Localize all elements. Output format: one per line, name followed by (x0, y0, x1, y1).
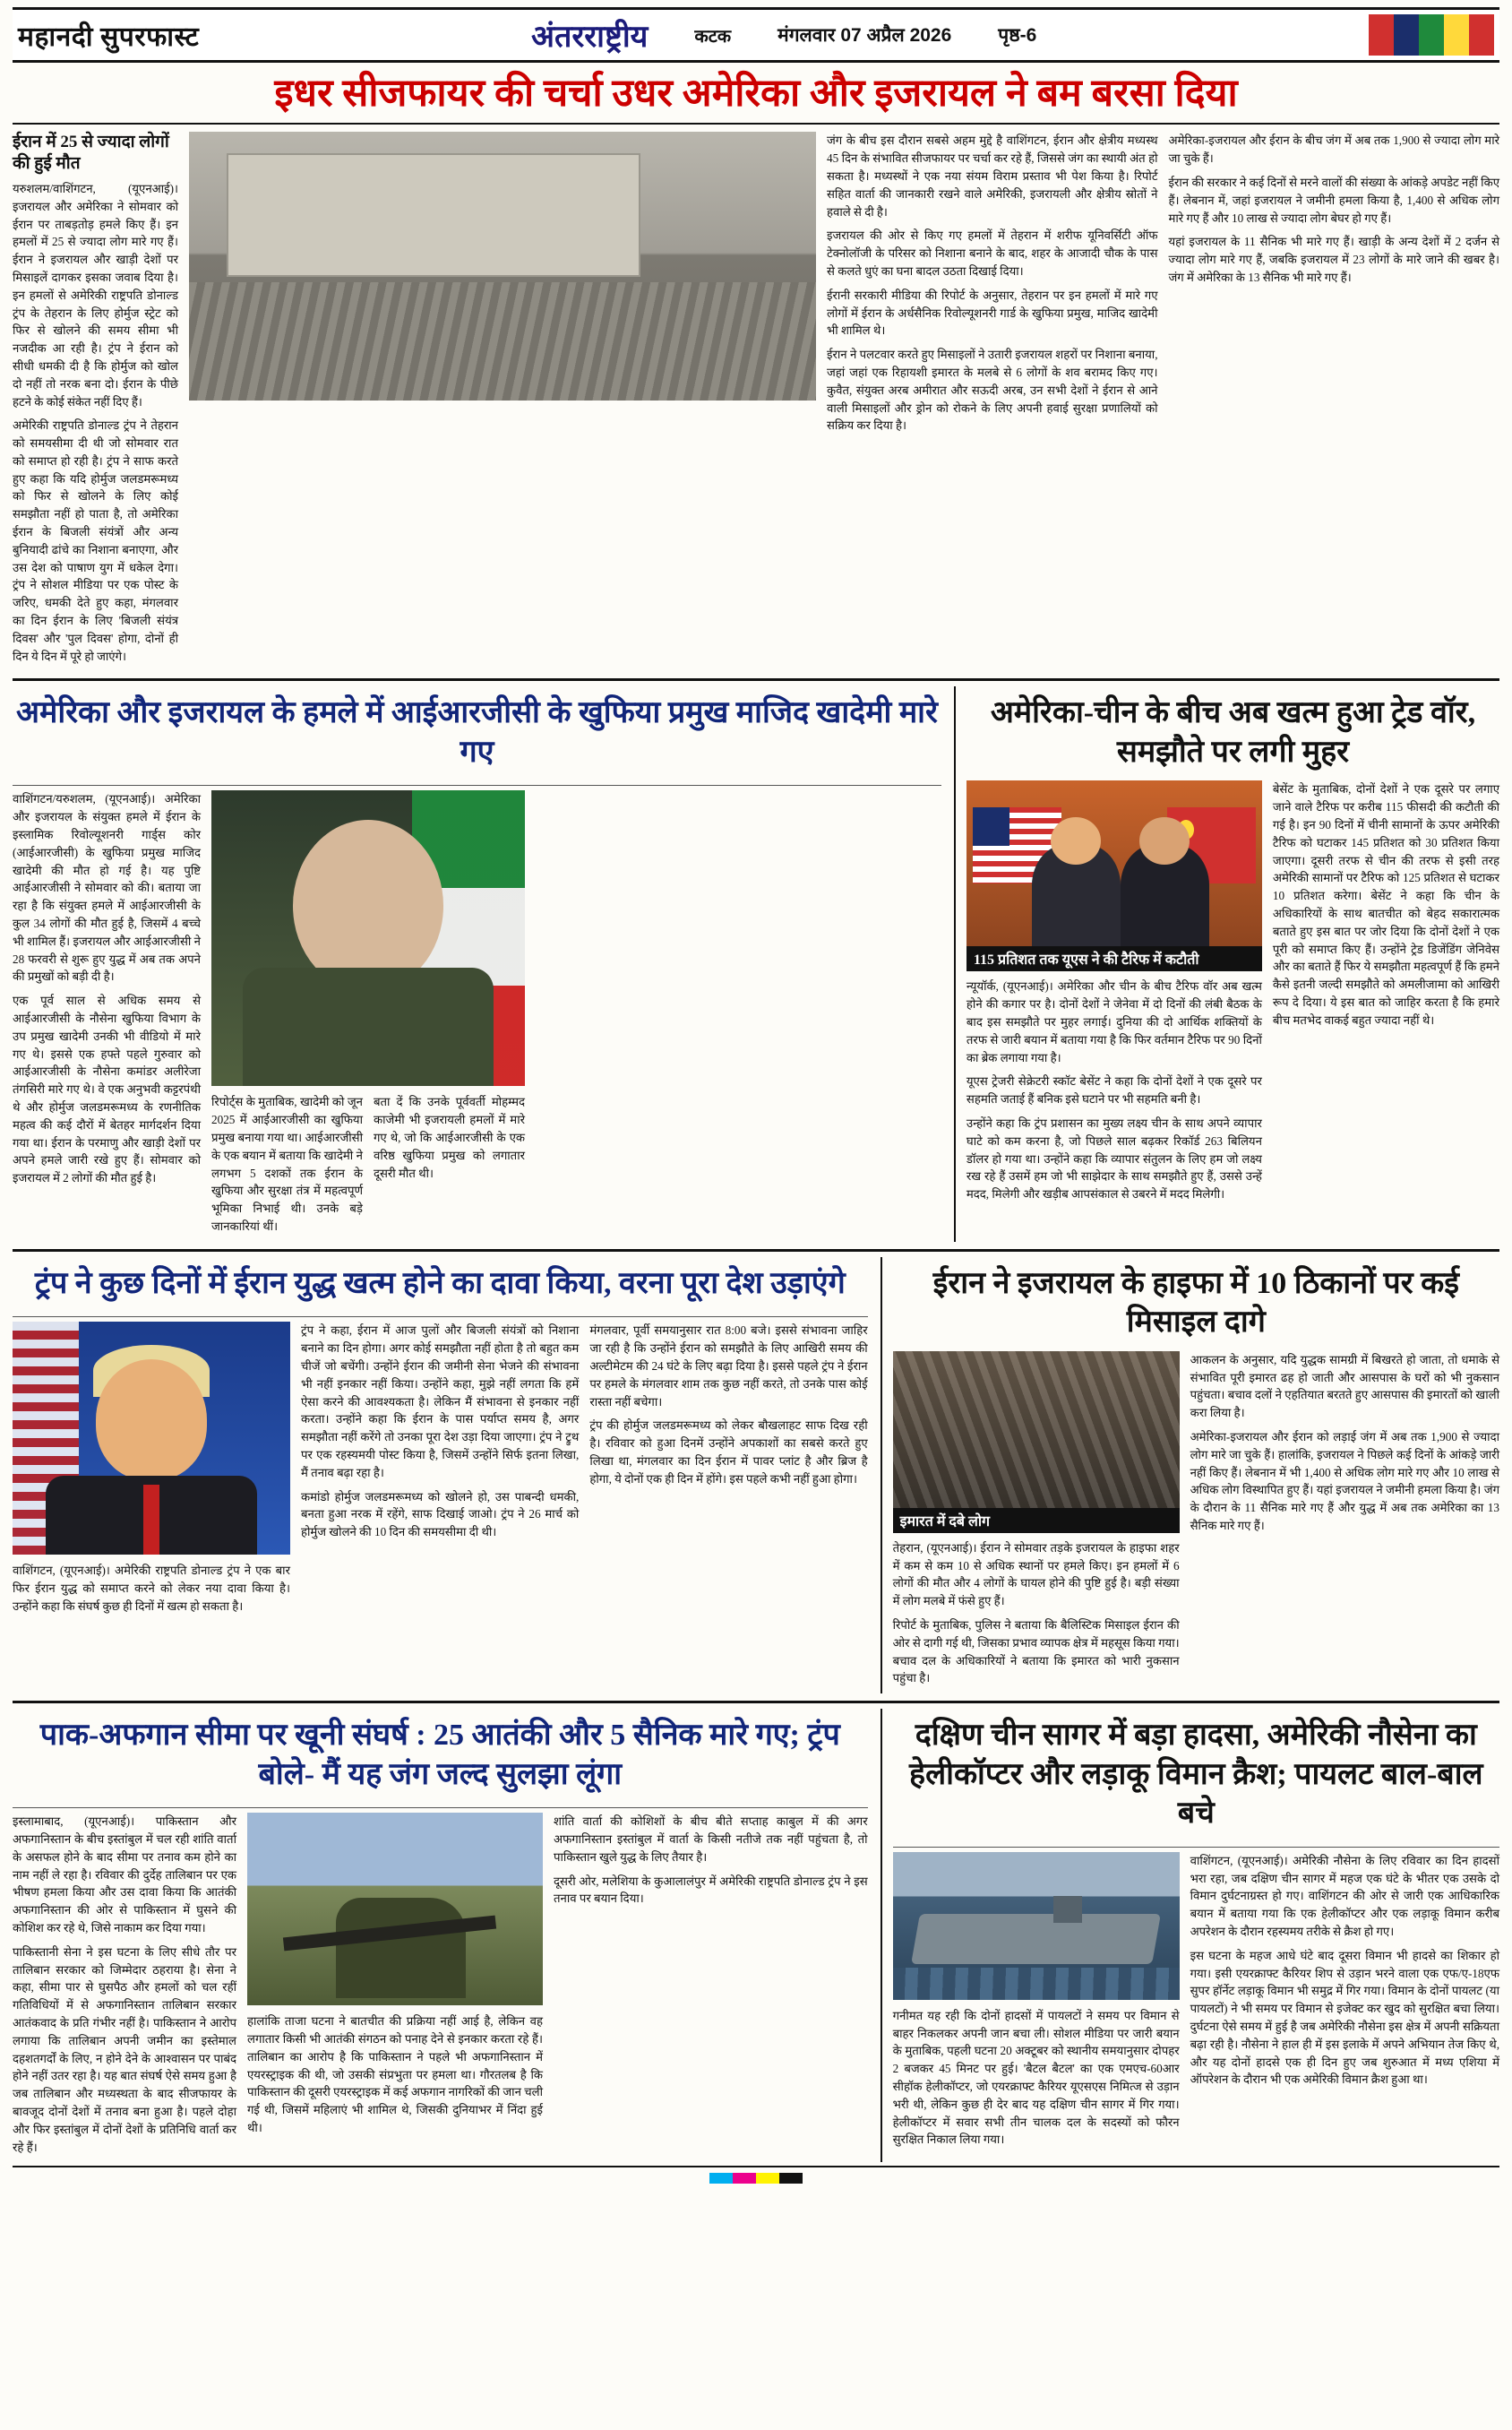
trump-p3: मंगलवार, पूर्वी समयानुसार रात 8:00 बजे। इससे संभावना जाहिर जा रही है कि उन्होंने ईरान को समझौते के लिए आखिरी समय की अल्टीमेटम की 24 घंटे के लिए बढ़ा दिया है। इससे पहले ट्रंप ने ईरान पर हमले के मंगलवार शाम तक कुछ नहीं करते, तो उनके पास कोई रास्ता नहीं बचेगा। (589, 1323, 868, 1409)
lead-story (13, 132, 1499, 671)
trump-headline: ट्रंप ने कुछ दिनों में ईरान युद्ध खत्म होने का दावा किया, वरना पूरा देश उड़ाएंगे (34, 1266, 846, 1300)
lead-col1-p1: यरुशलम/वाशिंगटन, (यूएनआई)। इजरायल और अमेरिका ने सोमवार को ईरान पर ताबड़तोड़ हमले किए हैं। इन हमलों में 25 से ज्यादा लोग मारे गए हैं। ईरान ने इजरायल और खाड़ी देशों पर मिसाइलें दागकर इसका जवाब दिया है। इन हमलों से अमेरिकी राष्ट्रपति डोनाल्ड ट्रंप के तेहरान के लिए होर्मुज स्ट्रेट को फिर से खोलने की समय सीमा भी नजदीक आ रही है। ट्रंप ने ईरान को सीधी धमकी दी है कि होर्मुज को खोल दो नहीं तो नरक बना दो। ईरान के पीछे हटने के कोई संकेत नहीं दिए हैं। (13, 181, 178, 409)
pak-p5: दूसरी ओर, मलेशिया के कुआलालंपुर में अमेरिकी राष्ट्रपति डोनाल्ड ट्रंप ने इस तनाव पर बयान दिया। (554, 1874, 868, 1906)
pak-p4: हालांकि ताजा घटना ने बातचीत की प्रक्रिया नहीं आई है, लेकिन वह लगातार किसी भी आतंकी संगठन को पनाह देने से इनकार करता रहे हैं। तालिबान का आरोप है कि पाकिस्तान ने पहले भी अफगानिस्तान में एयरस्ट्राइक की थी, जो उसकी संप्रभुता पर हमला था। गौरतलब है कि पाकिस्तान की दूसरी एयरस्ट्राइक में कई अफगान नागरिकों की जान चली गई थी, जिसमें महिलाएं भी शामिल थे, जिसकी दुनियाभर में निंदा हुई थी। (247, 2014, 543, 2135)
masthead-page-number: पृष्ठ-6 (998, 25, 1037, 46)
haifa-p1: आकलन के अनुसार, यदि युद्धक सामग्री में बिखरते हो जाता, तो धमाके से संभावित पूरी इमारत ढह हो जाती और आसपास के घरों को भी नुकसान पहुंचता। बचाव दलों ने एहतियात बरतते हुए आसपास की इमारतों को खाली करा लिया है। (1190, 1352, 1499, 1420)
row-four (13, 1709, 1499, 2162)
irgc-p1: वाशिंगटन/यरुशलम, (यूएनआई)। अमेरिका और इजरायल के संयुक्त हमले में ईरान के इस्लामिक रिवोल्यूशनरी गार्ड्स कोर (आईआरजीसी) के खुफिया प्रमुख माजिद खादेमी की मौत हो गई है। यह पुष्टि आईआरजीसी ने सोमवार को की। बताया जा रहा है कि संयुक्त हमले में आईआरजीसी के कुल 34 लोगों की मौत हुई है, जिसमें 4 बच्चे भी शामिल हैं। इजरायल और आईआरजीसी ने 28 फरवरी से शुरू हुए युद्ध में अब तक अपने की प्रमुखों को बड़ी दी है। (13, 792, 201, 984)
lead-photo-column (189, 132, 816, 671)
haifa-headline: ईरान ने इजरायल के हाइफा में 10 ठिकानों पर कई मिसाइल दागे (932, 1266, 1459, 1340)
trade-headline: अमेरिका-चीन के बीच अब खत्म हुआ ट्रेड वॉर, समझौते पर लगी मुहर (990, 696, 1476, 769)
trade-p3: बेसेंट के मुताबिक, दोनों देशों ने एक दूसरे पर लगाए जाने वाले टैरिफ पर करीब 115 फीसदी की कटौती की गई है। इन 90 दिनों में चीनी सामानों के ऊपर अमेरिकी टैरिफ को घटाकर 145 प्रतिशत को 30 प्रतिशत किया जाएगा। दूसरी तरफ से चीन की तरफ से इसी तरह अमेरिकी सामानों पर टैरिफ को 125 प्रतिशत से घटाकर 10 प्रतिशत करेगा। बेसेंट ने कहा कि चीन के अधिकारियों के साथ बातचीत को बेहद सकारात्मक बताते हुए इस बात पर जोर दिया कि दोनों देशों ने एक पूरी को समाप्त किए हैं। उन्होंने ट्रेड डिजेंडिंग जेनिवेस और का बताते हैं फिर ये समझौता महत्वपूर्ण हैं कि हमने कैसे इतनी जल्दी समझौते को अमलीजामा को आखिरी रूप दे दिया। ये इस बात को जाहिर करता है कि हमारे बीच मतभेद वाकई बहुत ज्यादा नहीं थे। (1272, 782, 1499, 1027)
trump-p1: वाशिंगटन, (यूएनआई)। अमेरिकी राष्ट्रपति डोनाल्ड ट्रंप ने एक बार फिर ईरान युद्ध को समाप्त करने को लेकर नया दावा किया है। उन्होंने कहा कि संघर्ष कुछ ही दिनों में खत्म हो सकता है। (13, 1564, 290, 1613)
row-two (13, 686, 1499, 1241)
lead-col2-p3: ईरानी सरकारी मीडिया की रिपोर्ट के अनुसार, तेहरान पर इन हमलों में मारे गए लोगों में ईरान के अर्धसैनिक रिवोल्यूशनरी गार्ड के खुफिया प्रमुख, माजिद खादेमी भी शामिल थे। (827, 288, 1158, 338)
story-haifa (881, 1257, 1499, 1693)
photo-bombed-building (189, 132, 816, 401)
masthead (13, 7, 1499, 63)
heli-p2: गनीमत यह रही कि दोनों हादसों में पायलटों ने समय पर विमान से बाहर निकलकर अपनी जान बचा ली। सोशल मीडिया पर जारी बयान के मुताबिक, पहली घटना 20 अक्टूबर को स्थानीय समयानुसार दोपहर 2 बजकर 45 मिनट पर हुई। 'बैटल बैटल' का एक एमएच-60आर सीहॉक हेलीकॉप्टर, जो एयरक्राफ्ट कैरियर यूएसएस निमित्ज से उड़ान भरी थी, लेकिन कुछ ही देर बाद यह दक्षिण चीन सागर में गिर गया। हेलीकॉप्टर में सवार सभी तीन चालक दल के सदस्यों को फौरन सुरक्षित निकाल लिया गया। (892, 2008, 1180, 2147)
irgc-p4: बता दें कि उनके पूर्ववर्ती मोहम्मद काजेमी भी इजरायली हमलों में मारे गए थे, जो कि आईआरजीसी के एक वरिष्ठ खुफिया प्रमुख को लगातार दूसरी मौत थी। (374, 1095, 525, 1180)
flags-banner-icon (1369, 14, 1494, 56)
pak-p1: इस्लामाबाद, (यूएनआई)। पाकिस्तान और अफगानिस्तान के बीच इस्तांबुल में चल रही शांति वार्ता के असफल होने के बाद सीमा पर तनाव कम होने का नाम नहीं ले रहा है। रविवार की दुर्देह तालिबान पर एक भीषण हमला किया और उस दावा किया कि आतंकी अफगानिस्तान की ओर से पाकिस्तान में घुसने की कोशिश कर रहे थे, जिसे नाकाम कर दिया गया। (13, 1814, 236, 1935)
pak-p2: पाकिस्तानी सेना ने इस घटना के लिए सीधे तौर पर तालिबान सरकार को जिम्मेदार ठहराया है। सेना ने कहा, सीमा पार से घुसपैठ और हमलों को चल रहीं गतिविधियों में से अफगानिस्तान तालिबान सरकार आतंकवाद के प्रति गंभीर नहीं है। पाकिस्तान ने आरोप लगाया कि तालिबान अपनी जमीन का इस्तेमाल दहशतगर्दों के लिए, न होने देने के आश्वासन पर पाबंद होने नहीं उतर रहा है। यह बात संघर्ष ऐसे समय हुआ है जब तालिबान और मध्यस्थता के बाद सीजफायर के बावजूद दोनों देशों में तनाव बना हुआ है। पहले दोहा और फिर इस्तांबुल में दोनों देशों के प्रतिनिधि वार्ता कर रहे हैं। (13, 1944, 236, 2154)
lead-col2-p4: ईरान ने पलटवार करते हुए मिसाइलों ने उतारी इजरायल शहरों पर निशाना बनाया, जहां जहां एक रिहायशी इमारत के मलबे से 6 लोगों के शव बरामद किए गए। कुवैत, संयुक्त अरब अमीरात और सऊदी अरब, उन सभी देशों ने ईरान से आने वाली मिसाइलों और ड्रोन को रोकने के लिए अपनी हवाई सुरक्षा प्रणालियों को सक्रिय कर दिया है। (827, 348, 1158, 433)
masthead-date: मंगलवार 07 अप्रैल 2026 (777, 25, 952, 46)
pak-p3: शांति वार्ता की कोशिशों के बीच बीते सप्ताह काबुल में की अगर अफगानिस्तान इस्तांबुल में वार्ता के किसी नतीजे तक नहीं पहुंचता है, तो पाकिस्तान खुले युद्ध के लिए तैयार है। (554, 1814, 868, 1864)
story-trade (954, 686, 1499, 1241)
story-pak-afghan (13, 1709, 868, 2162)
story-irgc (13, 686, 941, 1241)
lead-col3 (1169, 132, 1500, 671)
irgc-p3: रिपोर्ट्स के मुताबिक, खादेमी को जून 2025 में आईआरजीसी का खुफिया प्रमुख बनाया गया था। आईआरजीसी के एक बयान में बताया कि खादेमी ने लगभग 5 दशकों तक ईरान के खुफिया और सुरक्षा तंत्र में महत्वपूर्ण भूमिका निभाई थी। उनके बड़े जानकारियां थीं। (211, 1095, 363, 1234)
lead-col2 (827, 132, 1158, 671)
story-helicopter-crash (881, 1709, 1499, 2162)
masthead-left-title: महानदी सुपरफास्ट (18, 22, 200, 52)
lead-col3-p3: यहां इजरायल के 11 सैनिक भी मारे गए हैं। खाड़ी के अन्य देशों में 2 दर्जन से ज्यादा लोग मारे गए हैं, जबकि इजरायल में 23 लोगों के मारे जाने की खबर है। जंग में अमेरिका के 13 सैनिक भी मारे गए हैं। (1168, 235, 1499, 285)
irgc-headline: अमेरिका और इजरायल के हमले में आईआरजीसी के खुफिया प्रमुख माजिद खादेमी मारे गए (16, 696, 938, 769)
trump-p4: ट्रंप की होर्मुज जलडमरूमध्य को लेकर बौखलाहट साफ दिख रही है। रविवार को हुआ दिनमें उन्होंने अपकाशों का सबसे करते हुए लिखा था, मंगलवार का दिन ईरान में पावर प्लांट है और ब्रिज है होगा, ये दोनों एक ही दिन में होंगे। इस पहले कभी नहीं हुआ होगा। (589, 1418, 868, 1486)
trade-photo-caption: 115 प्रतिशत तक यूएस ने की टैरिफ में कटौती (966, 946, 1262, 971)
heli-p1: वाशिंगटन, (यूएनआई)। अमेरिकी नौसेना के लिए रविवार का दिन हादसों भरा रहा, जब दक्षिण चीन सागर में महज एक घंटे के भीतर एक उसके दो विमान दुर्घटनाग्रस्त हो गए। वाशिंगटन की ओर से जारी एक आधिकारिक बयान में बताया गया कि एक हेलीकॉप्टर और एक लड़ाकू विमान करीब अपरेशन के दौरान रहस्यमय तरीके से क्रैश हो गए। (1190, 1853, 1499, 1938)
lead-col1-p2: अमेरिकी राष्ट्रपति डोनाल्ड ट्रंप ने तेहरान को समयसीमा दी थी जो सोमवार रात को समाप्त हो रही है। ट्रंप ने साफ करते हुए कहा कि यदि होर्मुज जलडमरूमध्य को फिर से खोलने के लिए कोई समझौता नहीं हो पाता है, तो अमेरिका ईरान के बिजली संयंत्रों और अन्य बुनियादी ढांचे का निशाना बनाएगा, और उस देश को पाषाण युग में धकेल देगा। ट्रंप ने सोशल मीडिया पर एक पोस्ट के जरिए, धमकी देते हुए कहा, मंगलवार का दिन ईरान के लिए 'बिजली संयंत्र दिवस' और 'पुल दिवस' होगा, दोनों ही दिन ये दिन में पूरे हो जाएंगे। (13, 418, 178, 663)
lead-headline: इधर सीजफायर की चर्चा उधर अमेरिका और इजरायल ने बम बरसा दिया (13, 63, 1499, 125)
haifa-p4: अमेरिका-इजरायल और ईरान को लड़ाई जंग में अब तक 1,900 से ज्यादा लोग मारे जा चुके हैं। हालांकि, इजरायल ने पिछले कई दिनों के आंकड़े जारी नहीं किए हैं। लेबनान में भी 1,400 से अधिक लोग मारे गए और 10 लाख से अधिक लोग विस्थापित हुए हैं। यहां इजरायल ने जमीनी हमला किया है। जंग के दौरान के 11 सैनिक मारे गए हैं और युद्ध में अब तक अमेरिका का 13 सैनिक मारे गए हैं। (1190, 1430, 1499, 1533)
lead-col2-p2: इजरायल की ओर से किए गए हमलों में तेहरान में शरीफ यूनिवर्सिटी ऑफ टेक्नोलॉजी के परिसर को निशाना बनाने के बाद, शहर के आजादी चौक के पास से कलते धुएं का घना बादल उठता दिखाई दिया। (827, 228, 1158, 279)
trade-p2: यूएस ट्रेजरी सेक्रेटरी स्कॉट बेसेंट ने कहा कि दोनों देशों ने एक दूसरे पर सहमति जताई हैं बनिक इसे घटाने पर भी सहमति बनी है। (966, 1074, 1262, 1107)
lead-left-column (13, 132, 178, 671)
irgc-p2: एक पूर्व साल से अधिक समय से आईआरजीसी के नौसेना खुफिया विभाग के उप प्रमुख खादेमी उनकी भी वीडियो में मारे गए थे। इससे एक हफ्ते पहले गुरुवार को आईआरजीसी के नौसेना कमांडर अलीरेजा तंगसिरी मारे गए थे। वे एक अनुभवी कट्टरपंथी थे और होर्मुज जलडमरूमध्य के रणनीतिक महत्व की कई दौरों में बेतहर मार्गदर्शन दिया गया था। ईरान के परमाणु और खाड़ी देशों पर अपने हमले जारी रखे हुए हैं। सोमवार को इजरायल में 2 लोगों की मौत हुई है। (13, 994, 201, 1185)
photo-soldier-border (247, 1813, 543, 2005)
trump-p2: ट्रंप ने कहा, ईरान में आज पुलों और बिजली संयंत्रों को निशाना बनाने का दिन होगा। अगर कोई समझौता नहीं होता है तो बहुत कम चीजें जो बचेंगी। उन्होंने ईरान की जमीनी सेना भेजने की संभावना भी नहीं इनकार नहीं किया। उन्होंने कहा, मुझे नहीं लगता कि हमें ऐसा करने की आवश्यकता है। लेकिन मैं संभावना से इनकार नहीं करता। उन्होंने कहा कि ईरान के पास पर्याप्त समय है, अगर समझौता नहीं करेंगे तो उनका पूरा देश उड़ा दिया जाएगा। ट्रंप ने ट्रुथ पर एक रहस्यमयी पोस्ट किया है, जिसमें उन्होंने सिर्फ इतना लिखा, मैं तनाव बढ़ा रहा है। (301, 1323, 580, 1479)
pak-headline: पाक-अफगान सीमा पर खूनी संघर्ष : 25 आतंकी और 5 सैनिक मारे गए; ट्रंप बोले- मैं यह जंग जल्द सुलझा लूंगा (39, 1719, 840, 1791)
photo-donald-trump (13, 1322, 290, 1555)
lead-col2-p1: जंग के बीच इस दौरान सबसे अहम मुद्दे है वाशिंगटन, ईरान और क्षेत्रीय मध्यस्थ 45 दिन के संभावित सीजफायर पर चर्चा कर रहे हैं, जिससे जंग का स्थायी अंत हो सकता है। मध्यस्थों ने एक नया संयम विराम प्रस्ताव भी पेश किया है। रिपोर्ट सहित वार्ता की जानकारी रखने वाले अमेरिकी, इजरायली और क्षेत्रीय स्रोतों ने हवाले से दी है। (827, 134, 1158, 219)
registration-color-bar (13, 2167, 1499, 2185)
masthead-city: कटक (694, 26, 732, 47)
row-three (13, 1257, 1499, 1693)
haifa-p3: रिपोर्ट के मुताबिक, पुलिस ने बताया कि बैलिस्टिक मिसाइल ईरान की ओर से दागी गई थी, जिसका प्रभाव व्यापक क्षेत्र में महसूस किया गया। बचाव दल के अधिकारियों ने बताया कि इमारत को भारी नुकसान पहुंचा है। (892, 1618, 1180, 1685)
haifa-p2: तेहरान, (यूएनआई)। ईरान ने सोमवार तड़के इजरायल के हाइफा शहर में कम से कम 10 से अधिक स्थानों पर हमले किए। इन हमलों में 6 लोगों की मौत और 4 लोगों के घायल होने की पुष्टि हुई है। बड़ी संख्या में लोग मलबे में फंसे हुए हैं। (892, 1540, 1180, 1608)
lead-col3-p1: अमेरिका-इजरायल और ईरान के बीच जंग में अब तक 1,900 से ज्यादा लोग मारे जा चुके हैं। (1168, 134, 1499, 166)
trump-p5: कमांडो होर्मुज जलडमरूमध्य को खोलने हो, उस पाबन्दी धमकी, बनता हुआ नरक में रहेंगे, साफ दिखाई जाओ। ट्रंप ने 26 मार्च को होर्मुज खोलने की 10 दिन की समयसीमा दी थी। (301, 1489, 580, 1539)
trade-p4b: उन्होंने कहा कि ट्रंप प्रशासन का मुख्य लक्ष्य चीन के साथ अपने व्यापार घाटे को कम करना है, जो पिछले साल बढ़कर रिकॉर्ड 263 बिलियन डॉलर हो गया था। उन्होंने कहा कि व्यापार संतुलन के लिए हम जो लक्ष्य रख रहे हैं उसमें हम जो भी साझेदार के साथ समझौते हुए हैं, उससे उन्हें मदद, मिलेगी और खड़ीब आपसंकाल से उबरने में मदद मिलेगी। (966, 1116, 1262, 1202)
haifa-photo-caption: इमारत में दबे लोग (893, 1508, 1180, 1533)
heli-p3: इस घटना के महज आधे घंटे बाद दूसरा विमान भी हादसे का शिकार हो गया। इसी एयरक्राफ्ट कैरियर शिप से उड़ान भरने वाला एक एफ/ए-18एफ सुपर हॉर्नेट लड़ाकू विमान भी समुद्र में गिर गया। विमान के दोनों पायलट (या पायलटों) ने भी समय पर विमान से इजेक्ट कर खुद को सुरक्षित बचा लिया। दुर्घटना ऐसे समय में हुई है जब अमेरिकी नौसेना इस क्षेत्र में अपनी सक्रियता बढ़ा रही है। नौसेना ने हाल ही में इस इलाके में अपने अभियान तेज किए थे, और यह दोनों हादसे एक ही दिन हुए जब शुरुआत में मध्य एशिया में ऑपरेशन के दौरान भी एक अमेरिकी विमान क्रैश हुआ था। (1190, 1948, 1499, 2087)
masthead-section-title: अंतरराष्ट्रीय (530, 21, 649, 54)
photo-rescue-rubble (893, 1351, 1180, 1508)
photo-trump-xi (966, 780, 1262, 946)
story-trump (13, 1257, 868, 1693)
lead-col3-p2: ईरान की सरकार ने कई दिनों से मरने वालों की संख्या के आंकड़े अपडेट नहीं किए हैं। लेबनान में, जहां इजरायल ने जमीनी हमला किया है, 1,400 से अधिक लोग मारे गए हैं और 10 लाख से ज्यादा लोग बेघर हो गए हैं। (1168, 176, 1499, 225)
trade-p1: न्यूयॉर्क, (यूएनआई)। अमेरिका और चीन के बीच टैरिफ वॉर अब खत्म होने की कगार पर है। दोनों देशों ने जेनेवा में दो दिनों की लंबी बैठक के बाद इस समझौते पर मुहर लगाई। दुनिया की दो आर्थिक शक्तियों के तरफ से जारी बयान में बताया गया है कि फिर वर्तमान टैरिफ पर 90 दिनों का ब्रेक लगाया गया है। (966, 979, 1262, 1064)
lead-subhead: ईरान में 25 से ज्यादा लोगों की हुई मौत (13, 133, 169, 174)
heli-headline: दक्षिण चीन सागर में बड़ा हादसा, अमेरिकी नौसेना का हेलीकॉप्टर और लड़ाकू विमान क्रैश; पायलट बाल-बाल बचे (909, 1719, 1483, 1831)
photo-majid-khademi (211, 790, 525, 1086)
photo-aircraft-carrier (893, 1852, 1180, 2000)
